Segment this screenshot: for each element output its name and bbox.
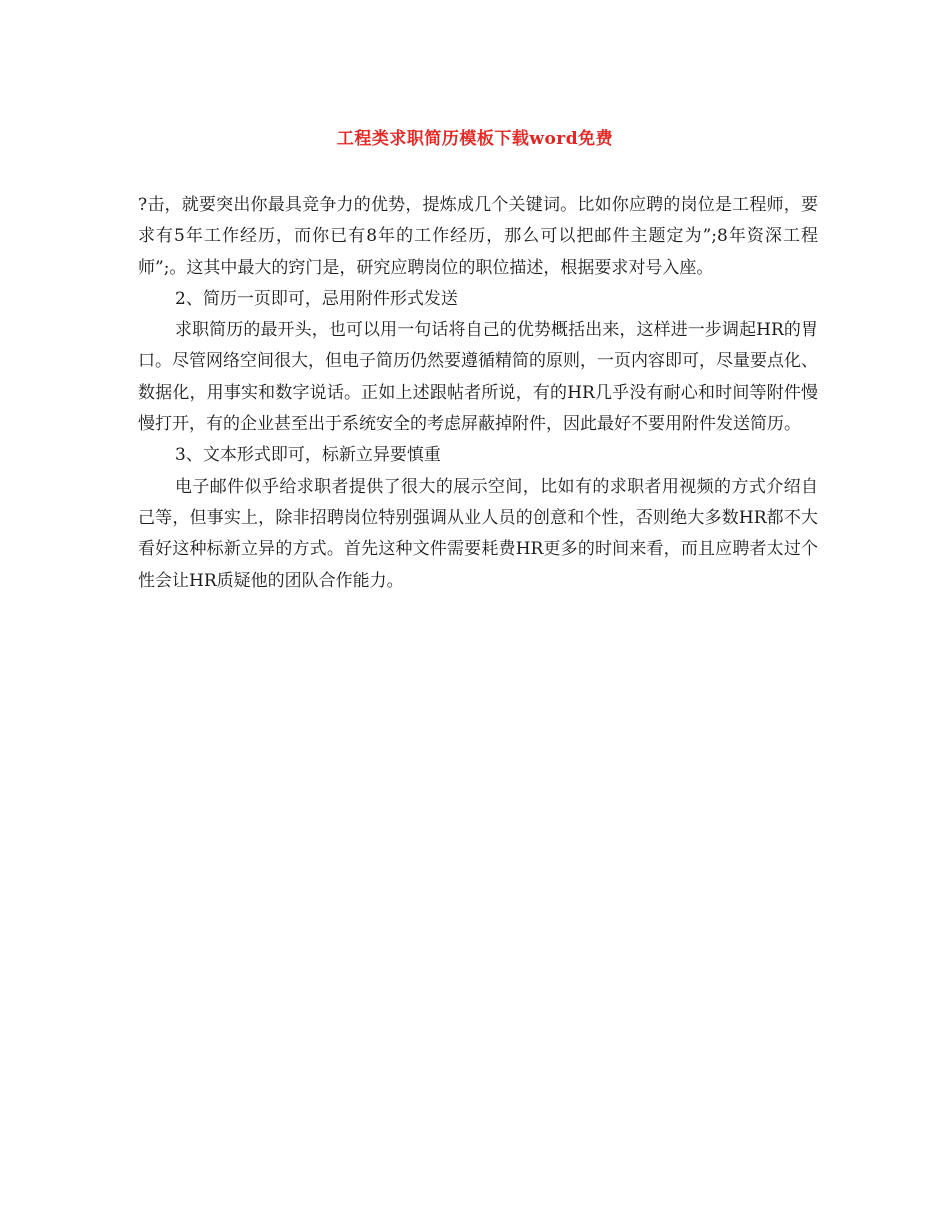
paragraph-section-2: 求职简历的最开头，也可以用一句话将自己的优势概括出来，这样进一步调起HR的胃口。尽管网络空间很大，但电子简历仍然要遵循精简的原则，一页内容即可，尽量要点化、数据化，用事实和数字说话。正如上述跟帖者所说，有的HR几乎没有耐心和时间等附件慢慢打开，有的企业甚至出于系统安全的考虑屏蔽掉附件，因此最好不要用附件发送简历。 [138,320,818,435]
document-title: 工程类求职简历模板下载word免费 [336,129,614,149]
paragraph-intro: ?击，就要突出你最具竞争力的优势，提炼成几个关键词。比如你应聘的岗位是工程师，要求有5年工作经历，而你已有8年的工作经历，那么可以把邮件主题定为”;8年资深工程师”;。这其中最大的窍门是，研究应聘岗位的职位描述，根据要求对号入座。 [138,195,818,278]
document-body [138,190,818,597]
section-heading-2: 2、简历一页即可，忌用附件形式发送 [175,288,458,309]
section-heading-3: 3、文本形式即可，标新立异要慎重 [175,445,441,466]
paragraph-section-3: 电子邮件似乎给求职者提供了很大的展示空间，比如有的求职者用视频的方式介绍自己等，但事实上，除非招聘岗位特别强调从业人员的创意和个性，否则绝大多数HR都不大看好这种标新立异的方式。首先这种文件需要耗费HR更多的时间来看，而且应聘者太过个性会让HR质疑他的团队合作能力。 [138,476,818,591]
